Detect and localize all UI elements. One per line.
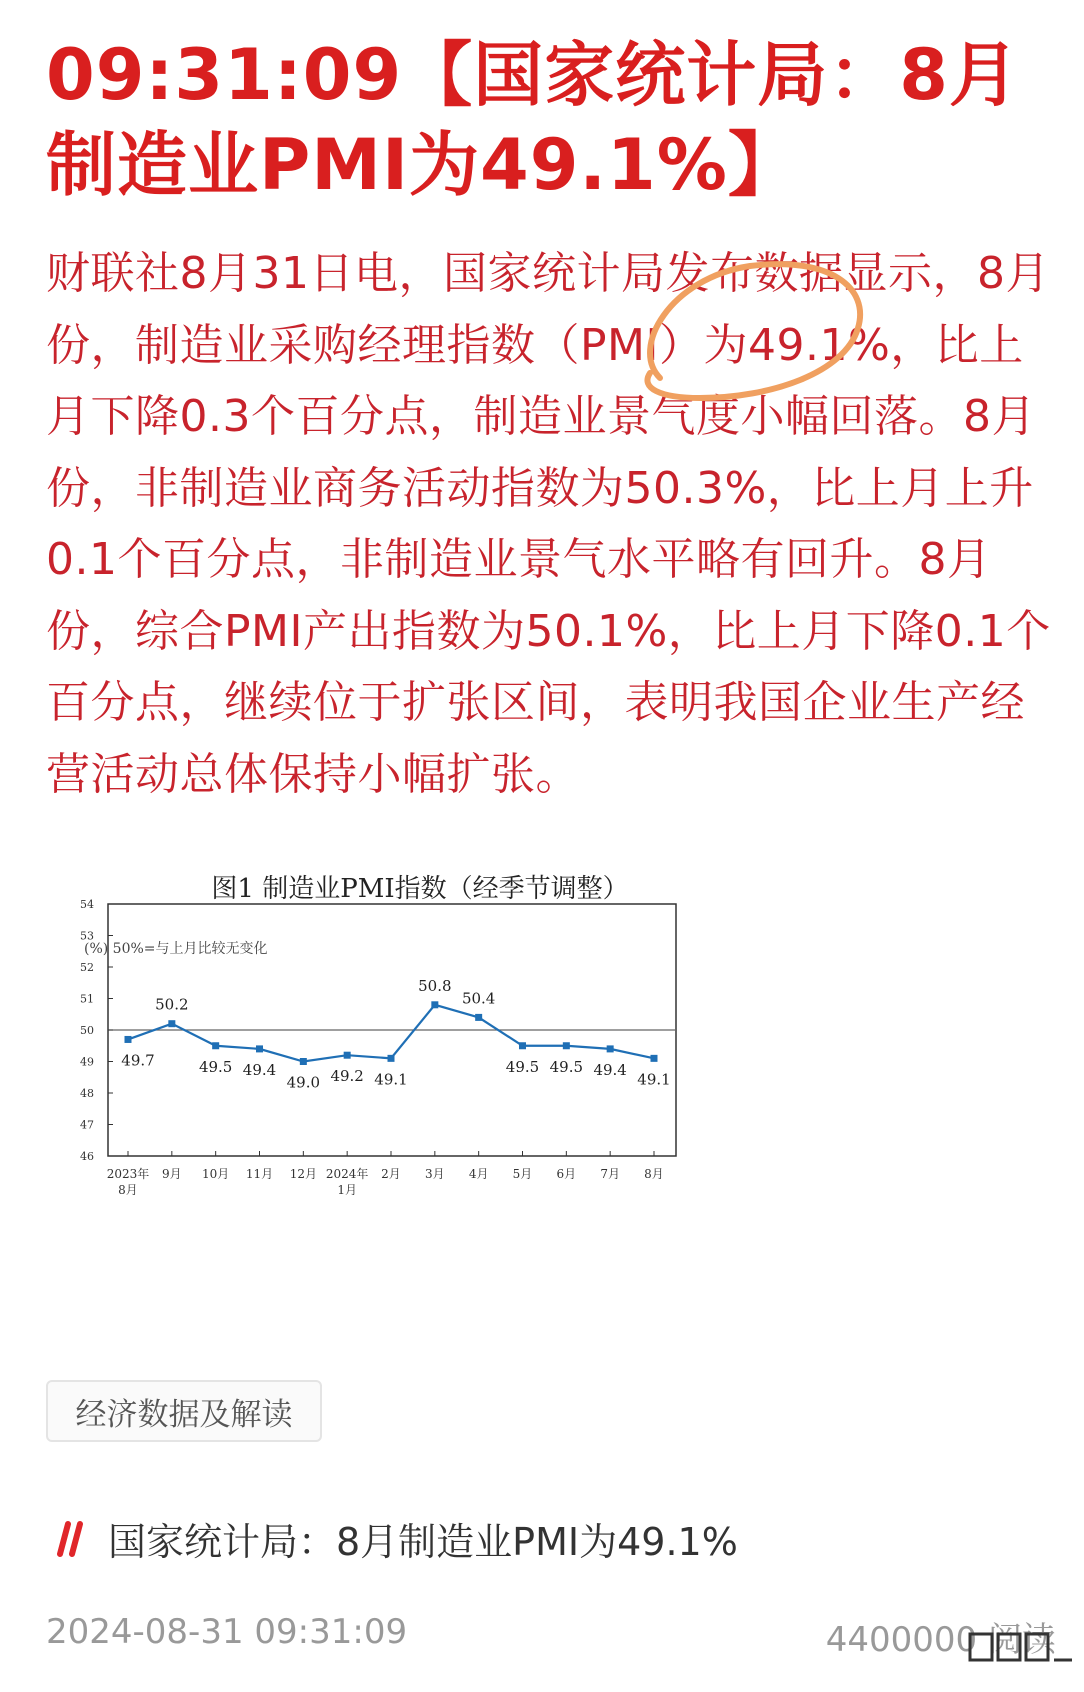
- y-tick-label: 49: [80, 1055, 94, 1069]
- x-tick-label: 2024年: [325, 1167, 369, 1181]
- tag-economic-data-button[interactable]: [46, 1380, 322, 1442]
- y-tick-label: 54: [80, 898, 94, 911]
- pmi-data-point: [300, 1058, 307, 1065]
- x-tick-label: 3月: [425, 1167, 445, 1181]
- pmi-data-label: 49.4: [242, 1060, 277, 1079]
- pmi-data-label: 49.1: [374, 1070, 408, 1089]
- read-count: 4400000 阅读: [825, 1620, 1056, 1660]
- y-tick-label: 47: [80, 1118, 94, 1132]
- y-tick-label: 52: [80, 961, 94, 974]
- related-article-title: 国家统计局：8月制造业PMI为49.1%: [108, 1519, 738, 1564]
- x-tick-label: 5月: [512, 1167, 533, 1181]
- x-tick-label: 11月: [245, 1167, 274, 1181]
- pmi-data-point: [475, 1014, 482, 1021]
- x-tick-label: 10月: [202, 1167, 230, 1181]
- tag-label: 经济数据及解读: [75, 1396, 293, 1433]
- y-tick-label: 48: [80, 1087, 94, 1100]
- pmi-data-label: 49.5: [549, 1057, 584, 1076]
- y-tick-label: 51: [80, 992, 94, 1006]
- y-tick-label: 50: [80, 1024, 94, 1037]
- pmi-data-label: 49.7: [121, 1051, 155, 1070]
- pmi-data-point: [563, 1042, 570, 1049]
- x-tick-label: 12月: [289, 1167, 317, 1181]
- article-footer: [46, 1612, 1056, 1662]
- pmi-data-label: 50.8: [418, 976, 452, 995]
- pmi-data-point: [607, 1045, 614, 1052]
- x-tick-label: 9月: [162, 1167, 182, 1181]
- x-tick-label: 8月: [644, 1167, 664, 1181]
- article-body: 财联社8月31日电，国家统计局发布数据显示，8月份，制造业采购经理指数（PMI）为49.1%，比上月下降0.3个百分点，制造业景气度小幅回落。8月份，非制造业商务活动指数为50.3%，比上月上升0.1个百分点，非制造业景气水平略有回升。8月份，综合PMI产出指数为50.1%，比上月下降0.1个百分点，继续位于扩张区间，表明我国企业生产经营活动总体保持小幅扩张。: [46, 248, 1051, 800]
- pmi-data-point: [256, 1045, 263, 1052]
- x-tick-label: 4月: [468, 1167, 489, 1181]
- hand-drawn-circle-annotation: [620, 248, 880, 418]
- related-article-link[interactable]: [46, 1508, 1056, 1568]
- double-slash-icon: [46, 1518, 86, 1558]
- pmi-data-point: [168, 1020, 175, 1027]
- x-tick-label: 2月: [381, 1167, 401, 1181]
- pmi-data-point: [212, 1042, 219, 1049]
- pmi-data-label: 49.5: [505, 1057, 540, 1076]
- pmi-data-label: 49.2: [330, 1067, 364, 1086]
- y-tick-label: 46: [80, 1150, 94, 1163]
- chart-title: 图1 制造业PMI指数（经季节调整）: [211, 874, 629, 904]
- pmi-data-point: [431, 1001, 438, 1008]
- article-title: 09:31:09【国家统计局：8月制造业PMI为49.1%】: [46, 34, 1020, 206]
- pmi-data-label: 49.5: [198, 1057, 233, 1076]
- pmi-data-label: 50.2: [155, 995, 189, 1014]
- pmi-data-point: [651, 1055, 658, 1062]
- x-tick-label: 6月: [556, 1167, 577, 1181]
- pmi-data-label: 50.4: [461, 989, 496, 1008]
- pmi-data-label: 49.4: [593, 1060, 627, 1079]
- watermark-icon: [966, 1626, 1076, 1666]
- pmi-data-label: 49.1: [637, 1070, 671, 1089]
- y-tick-label: 53: [80, 929, 94, 943]
- pmi-data-point: [388, 1055, 395, 1062]
- chart-unit-label: (%) 50%=与上月比较无变化: [84, 941, 268, 957]
- x-tick-label: 7月: [600, 1167, 620, 1181]
- x-tick-label: 1月: [337, 1183, 357, 1197]
- x-tick-label: 8月: [118, 1183, 138, 1197]
- x-tick-label: 2023年: [106, 1167, 150, 1181]
- publish-date: 2024-08-31 09:31:09: [46, 1612, 408, 1652]
- pmi-line-chart-svg: [80, 868, 760, 1308]
- pmi-data-label: 49.0: [286, 1073, 321, 1092]
- pmi-chart: [80, 868, 760, 1308]
- pmi-data-point: [519, 1042, 526, 1049]
- pmi-data-point: [344, 1052, 351, 1059]
- pmi-data-point: [125, 1036, 132, 1043]
- pmi-series-line: [128, 1005, 654, 1062]
